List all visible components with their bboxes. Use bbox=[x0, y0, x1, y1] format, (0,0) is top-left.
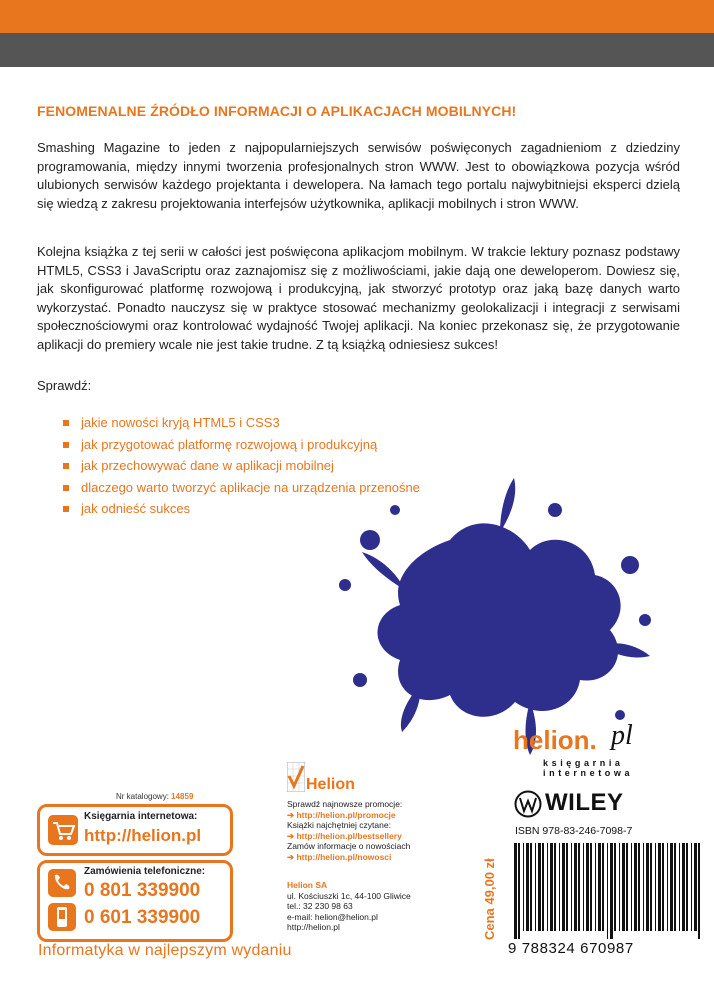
bullet-icon bbox=[63, 442, 69, 448]
phone-orders-label: Zamówienia telefoniczne: bbox=[84, 866, 206, 877]
shopping-cart-icon bbox=[48, 815, 78, 845]
check-label: Sprawdź: bbox=[37, 378, 92, 393]
helion-logo-icon bbox=[287, 762, 305, 792]
list-item: jak odnieść sukces bbox=[63, 501, 420, 523]
list-item: dlaczego warto tworzyć aplikacje na urządzenia przenośne bbox=[63, 480, 420, 502]
catalog-number: Nr katalogowy: 14859 bbox=[116, 792, 194, 801]
top-orange-band bbox=[0, 0, 714, 33]
ink-splat-icon bbox=[300, 470, 670, 760]
bullet-icon bbox=[63, 463, 69, 469]
landline-number[interactable]: 0 801 339900 bbox=[84, 880, 201, 901]
tagline: Informatyka w najlepszym wydaniu bbox=[38, 942, 292, 959]
mobile-phone-icon bbox=[48, 903, 76, 931]
helion-promo-links: Sprawdź najnowsze promocje: ➔ http://helion.pl/promocje Książki najchętniej czytane: ➔ http://helion.pl/bestsellery Zamów informacje o nowościach ➔ http://helion.pl/nowosci bbox=[287, 799, 411, 862]
bullet-icon bbox=[63, 485, 69, 491]
bookstore-box bbox=[37, 804, 233, 856]
helion-address: Helion SA ul. Kościuszki 1c, 44-100 Gliwice tel.: 32 230 98 63 e-mail: helion@helion.pl http://helion.pl bbox=[287, 880, 411, 933]
bullet-icon bbox=[63, 420, 69, 426]
wiley-logo-icon bbox=[514, 790, 542, 818]
helion-brand: Helion bbox=[306, 776, 355, 793]
helion-pl-logo: helion. bbox=[513, 725, 597, 755]
price: Cena 49,00 zł bbox=[482, 858, 497, 940]
details-paragraph: Kolejna książka z tej serii w całości jest poświęcona aplikacjom mobilnym. W trakcie lektury poznasz podstawy HTML5, CSS3 i JavaScriptu oraz zaznajomisz się z możliwościami, jakie dają one deweloperom. Dowiesz się, jak skonfigurować platformę rozwojową i produkcyjną, jak stworzyć prototyp oraz jaką bazę danych warto wykorzystać. Ponadto nauczysz się w praktyce stosować mechanizmy geolokalizacji i integracji z serwisami społecznościowymi oraz kontrolować wydajność Twojej aplikacji. Na koniec przekonasz się, że przygotowanie aplikacji do premiery wcale nie jest takie trudne. Z tą książką odniesiesz sukces! bbox=[37, 244, 680, 352]
list-item: jak przygotować platformę rozwojową i produkcyjną bbox=[63, 437, 420, 459]
barcode-icon bbox=[510, 843, 706, 939]
list-item: jak przechowywać dane w aplikacji mobilnej bbox=[63, 458, 420, 480]
helion-pl-suffix: pl bbox=[611, 720, 633, 751]
wiley-wordmark: WILEY bbox=[545, 789, 624, 816]
barcode-digits: 9 788324 670987 bbox=[508, 940, 634, 957]
phone-orders-box bbox=[37, 860, 233, 942]
top-gray-band bbox=[0, 33, 714, 67]
mobile-number[interactable]: 0 601 339900 bbox=[84, 907, 201, 928]
bookstore-url[interactable]: http://helion.pl bbox=[84, 826, 202, 845]
bookstore-label: Księgarnia internetowa: bbox=[84, 811, 198, 822]
bullet-icon bbox=[63, 506, 69, 512]
helion-pl-subtitle: księgarnia internetowa bbox=[543, 758, 634, 778]
list-item: jakie nowości kryją HTML5 i CSS3 bbox=[63, 415, 420, 437]
phone-icon bbox=[48, 869, 76, 897]
intro-paragraph: Smashing Magazine to jeden z najpopularniejszych serwisów poświęconych zagadnieniom z dziedziny programowania, między innymi tworzenia profesjonalnych stron WWW. Jest to obowiązkowa pozycja wśród ulubionych serwisów każdego projektanta i dewelopera. Na łamach tego portalu najwybitniejsi eksperci dzielą się wiedzą z zakresu projektowania interfejsów użytkownika, aplikacji mobilnych i stron WWW. bbox=[37, 140, 680, 211]
isbn: ISBN 978-83-246-7098-7 bbox=[515, 825, 633, 837]
headline: FENOMENALNE ŹRÓDŁO INFORMACJI O APLIKACJACH MOBILNYCH! bbox=[37, 103, 517, 119]
